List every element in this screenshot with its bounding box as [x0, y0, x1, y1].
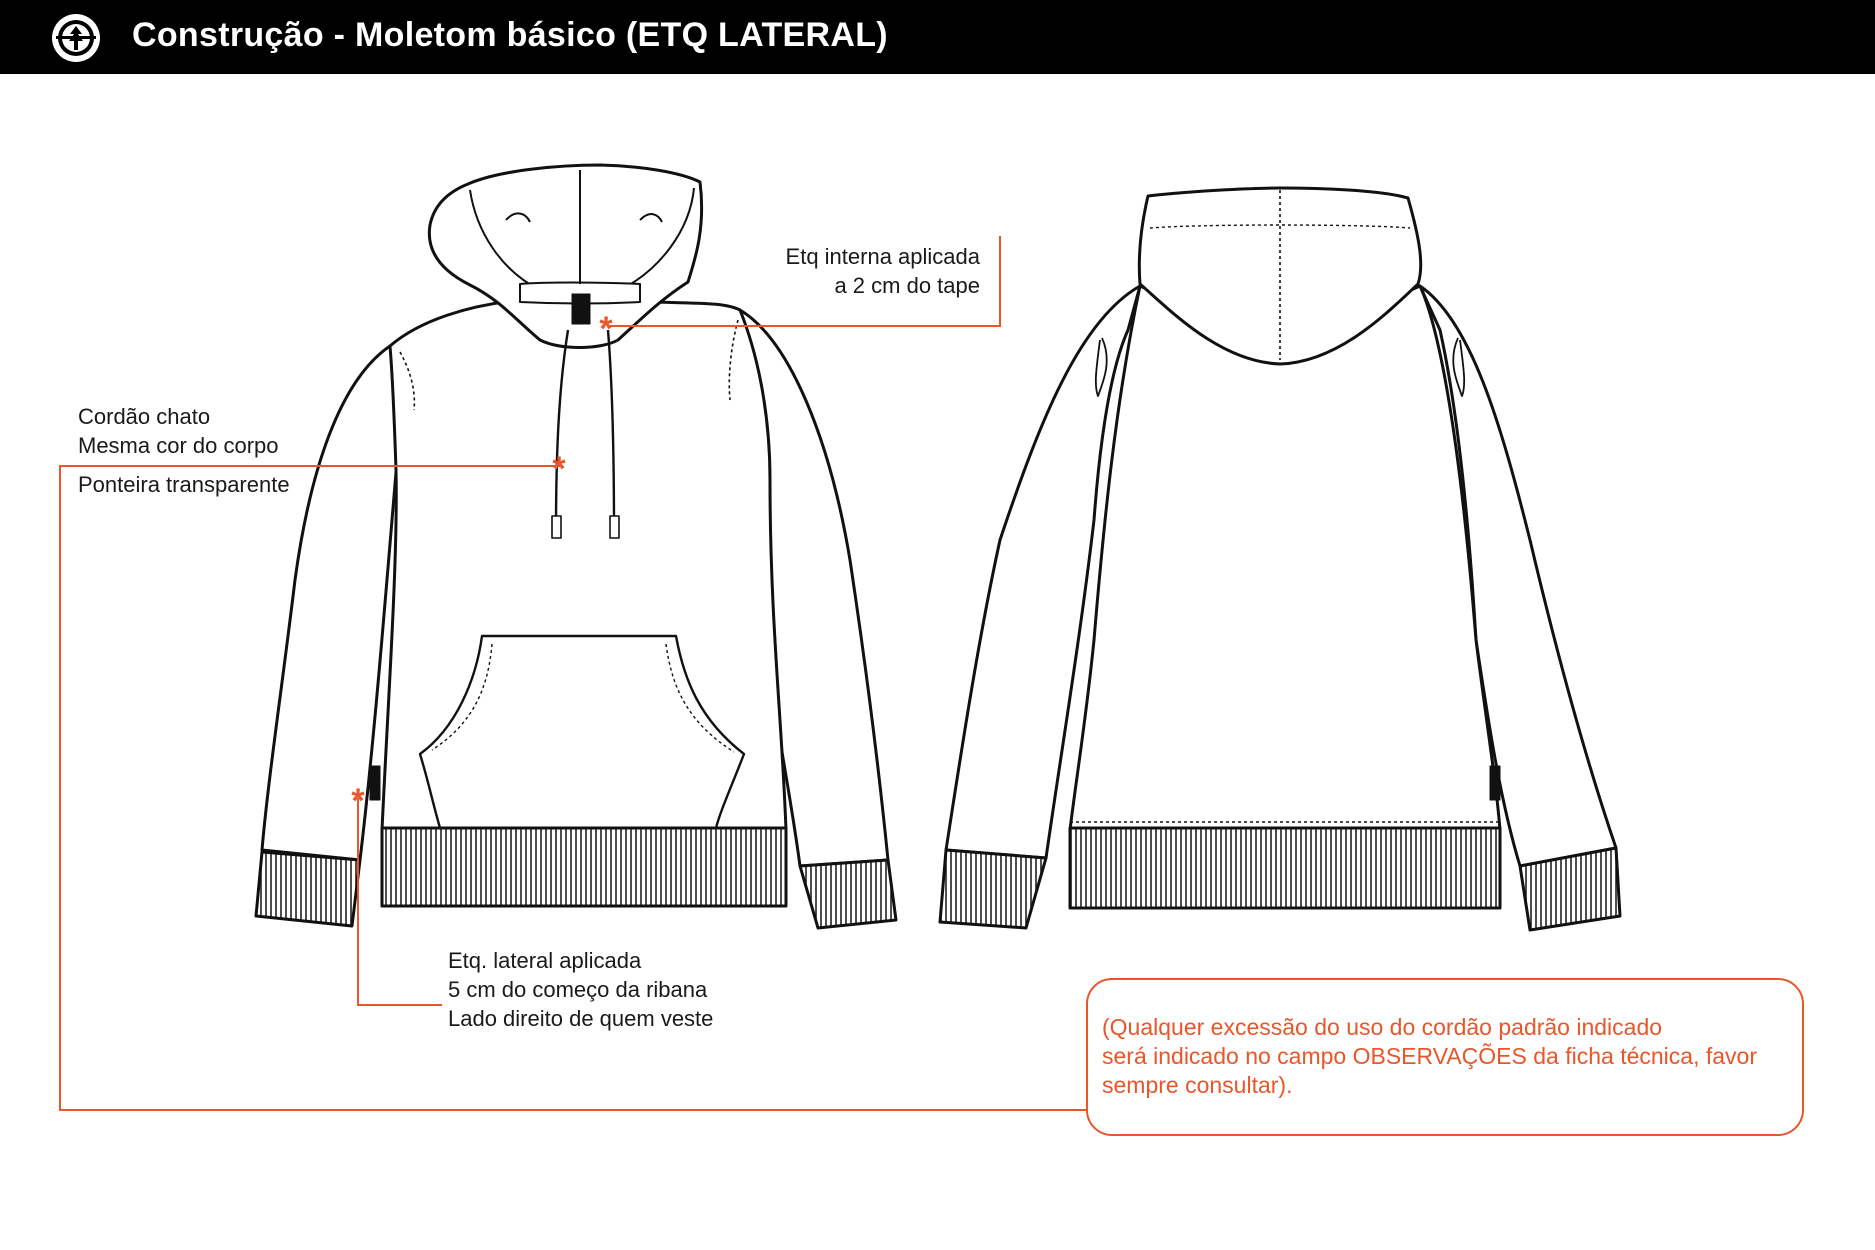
annotation-line: Ponteira transparente [78, 472, 290, 497]
annotation-line: Mesma cor do corpo [78, 433, 279, 458]
asterisk-marker: * [599, 310, 613, 348]
annotation-internal-label [700, 242, 980, 300]
back-body [1070, 286, 1500, 830]
page-title: Construção - Moletom básico (ETQ LATERAL) [132, 16, 888, 54]
asterisk-marker: * [351, 782, 365, 820]
back-hem-rib [1070, 828, 1500, 908]
front-right-cuff [800, 860, 896, 928]
note-line: sempre consultar). [1102, 1072, 1293, 1098]
asterisk-marker: * [552, 450, 566, 488]
front-left-cuff [256, 852, 360, 926]
note-text [1102, 1013, 1802, 1100]
annotation-line: Cordão chato [78, 404, 211, 429]
annotation-line: Lado direito de quem veste [448, 1006, 714, 1031]
note-line: será indicado no campo OBSERVAÇÕES da ficha técnica, favor [1102, 1043, 1757, 1069]
hoodie-back-view [940, 188, 1620, 930]
back-left-cuff [940, 850, 1046, 928]
annotation-line: 5 cm do começo da ribana [448, 977, 708, 1002]
note-line: (Qualquer excessão do uso do cordão padrão indicado [1102, 1014, 1663, 1040]
annotation-line: a 2 cm do tape [834, 273, 980, 298]
annotation-line: Etq interna aplicada [785, 244, 980, 269]
annotation-side-label [448, 946, 713, 1033]
annotation-line: Etq. lateral aplicada [448, 948, 642, 973]
annotation-aglet [78, 470, 290, 499]
front-hem-rib [382, 828, 786, 906]
annotation-drawcord [78, 402, 279, 460]
